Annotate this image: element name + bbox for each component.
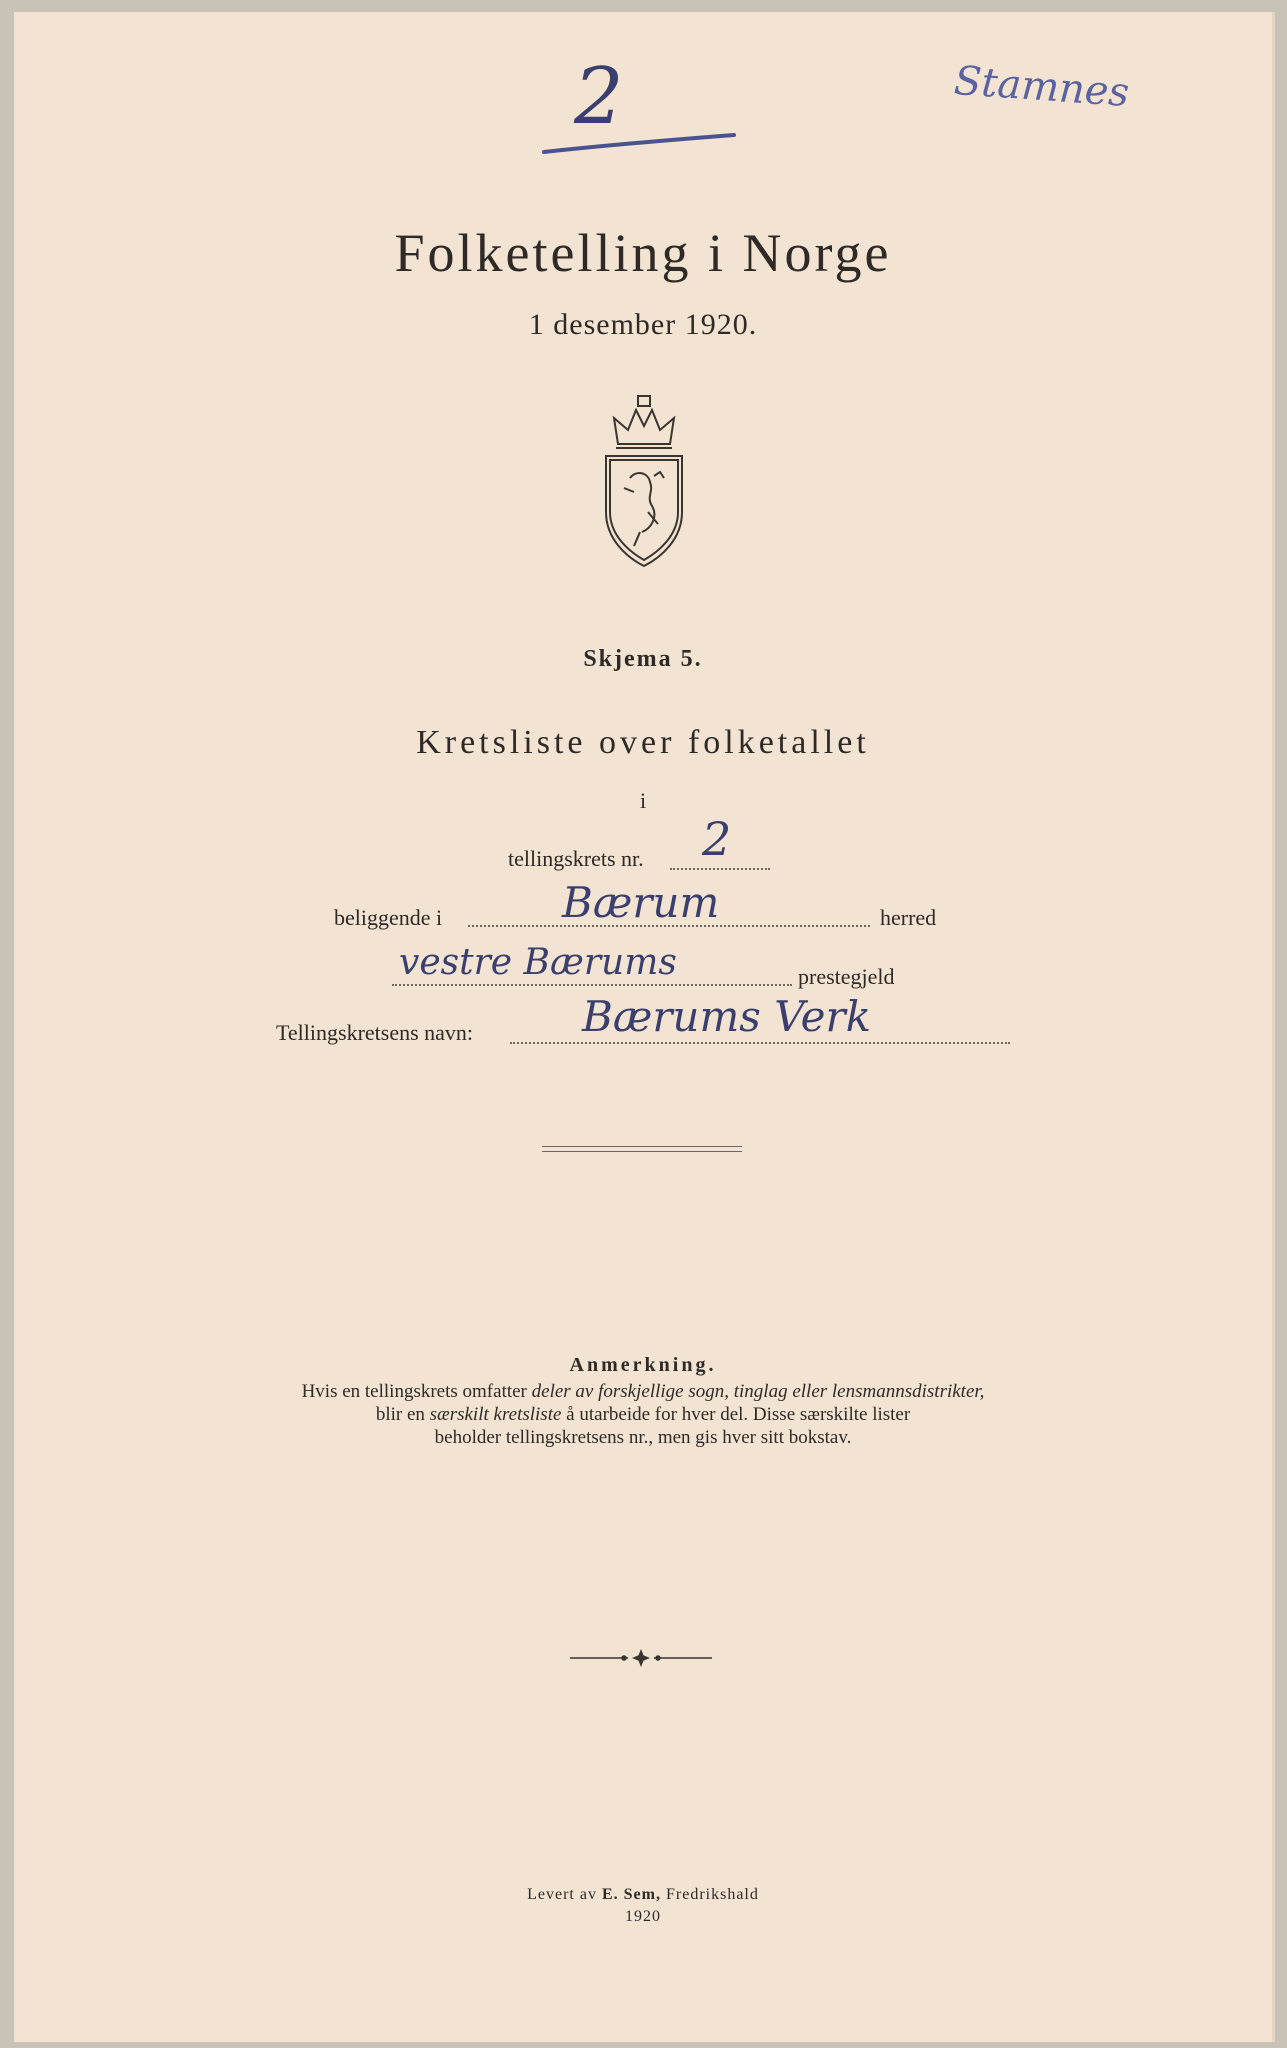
parish-label: prestegjeld <box>798 964 895 989</box>
remark-line-1: Hvis en tellingskrets omfatter deler av forskjellige sogn, tinglag eller lensmannsdistrikter, <box>301 1381 985 1402</box>
census-date: 1 desember 1920. <box>528 308 758 341</box>
ornament-divider-icon <box>566 1648 716 1668</box>
district-name-line <box>510 1042 1010 1044</box>
parish-line <box>392 984 792 986</box>
located-label: beliggende i <box>334 905 443 930</box>
parish-value: vestre Bærums <box>399 942 677 983</box>
district-name-label: Tellingskretsens navn: <box>276 1020 474 1045</box>
district-number-value: 2 <box>702 812 732 866</box>
remark-line-2: blir en særskilt kretsliste å utarbeide for hver del. Disse særskilte lister <box>375 1404 911 1425</box>
handwritten-page-number: 2 <box>574 52 624 142</box>
located-value: Bærum <box>562 878 720 927</box>
page-number-underline <box>539 130 739 160</box>
printer-year: 1920 <box>625 1908 661 1925</box>
district-number-label: tellingskrets nr. <box>508 846 644 871</box>
schema-number: Skjema 5. <box>583 646 703 672</box>
printer-credit: Levert av E. Sem, Fredrikshald <box>527 1886 759 1903</box>
herred-label: herred <box>880 905 937 930</box>
form-heading: Kretsliste over folketallet <box>416 724 870 761</box>
document-page <box>14 12 1275 2042</box>
handwritten-corner-name: Stamnes <box>952 57 1131 117</box>
remark-text <box>14 1380 1272 1449</box>
form-connector: i <box>639 788 647 813</box>
section-divider <box>542 1146 742 1152</box>
norwegian-coat-of-arms-icon <box>594 392 694 572</box>
district-name-value: Bærums Verk <box>582 992 872 1041</box>
district-number-line <box>670 868 770 870</box>
remark-heading: Anmerkning. <box>569 1354 717 1376</box>
document-title: Folketelling i Norge <box>394 223 892 283</box>
remark-line-3: beholder tellingskretsens nr., men gis hver sitt bokstav. <box>434 1427 852 1448</box>
